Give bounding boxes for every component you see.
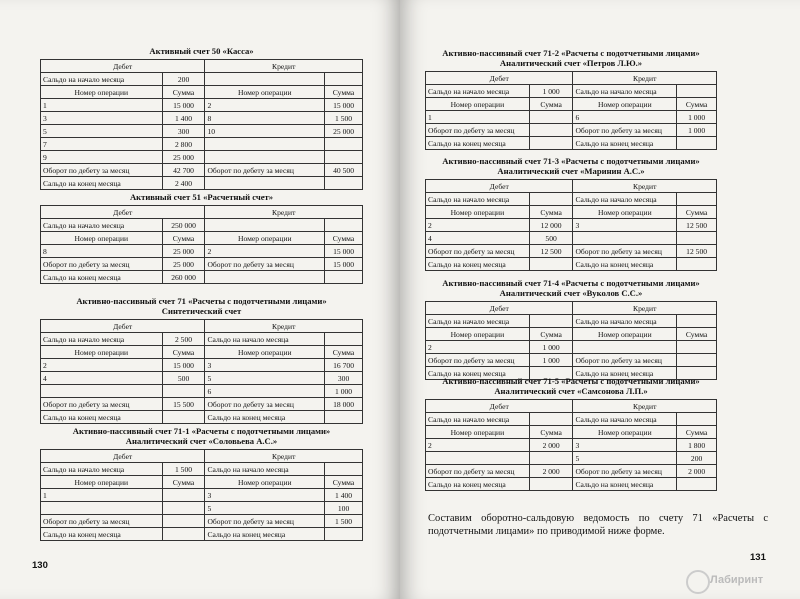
table-title-line: Аналитический счет «Петров Л.Ю.» (499, 58, 643, 68)
account-71-2-table (425, 48, 717, 150)
table-cell (162, 411, 205, 424)
table-row (41, 73, 363, 86)
table-cell: 250 000 (162, 219, 205, 232)
table-cell: 260 000 (162, 271, 205, 284)
debit-header: Дебет (426, 302, 573, 315)
table-cell: 2 400 (162, 177, 205, 190)
table-row (41, 138, 363, 151)
table-cell: 1 500 (325, 515, 363, 528)
table-cell: Номер операции (426, 98, 530, 111)
table-row (426, 98, 717, 111)
table-cell: Сумма (677, 206, 717, 219)
table-cell: 2 000 (529, 465, 573, 478)
table-cell: 2 (426, 219, 530, 232)
table-cell: 3 (205, 489, 325, 502)
table-cell: 100 (325, 502, 363, 515)
table-cell: 15 000 (325, 99, 363, 112)
table-cell: Номер операции (205, 346, 325, 359)
table-cell (325, 73, 363, 86)
table-cell: 5 (205, 372, 325, 385)
credit-header: Кредит (205, 320, 363, 333)
table-cell: 1 800 (677, 439, 717, 452)
table-cell: 40 500 (325, 164, 363, 177)
credit-header: Кредит (573, 180, 717, 193)
table-cell: Оборот по дебету за месяц (41, 398, 163, 411)
table-cell: 1 (426, 111, 530, 124)
table-cell: Сальдо на конец месяца (41, 271, 163, 284)
table-cell: 1 000 (529, 341, 573, 354)
table-cell (205, 151, 325, 164)
table-cell: Сумма (529, 426, 573, 439)
table-row (426, 426, 717, 439)
table-title-line: Активно-пассивный счет 71-1 «Расчеты с подотчетными лицами» (72, 426, 331, 436)
table-cell: 2 800 (162, 138, 205, 151)
debit-header: Дебет (426, 180, 573, 193)
table-cell: 15 500 (162, 398, 205, 411)
page-number-right: 131 (750, 552, 766, 563)
table-cell: Оборот по дебету за месяц (41, 164, 163, 177)
table-cell: 1 (41, 489, 163, 502)
table-cell: Номер операции (205, 86, 325, 99)
table-cell: 1 000 (529, 85, 573, 98)
table-cell: 25 000 (162, 245, 205, 258)
table-cell (677, 258, 717, 271)
table-cell: Сумма (529, 98, 573, 111)
account-table (425, 71, 717, 150)
table-row (41, 489, 363, 502)
table-cell (205, 73, 325, 86)
credit-header: Кредит (205, 450, 363, 463)
table-cell: 15 000 (162, 99, 205, 112)
table-cell: Сумма (162, 476, 205, 489)
table-cell: Сальдо на начало месяца (573, 315, 677, 328)
table-row (41, 398, 363, 411)
table-cell: Оборот по дебету за месяц (573, 354, 677, 367)
table-cell: 18 000 (325, 398, 363, 411)
table-cell: 2 000 (529, 439, 573, 452)
table-cell (677, 413, 717, 426)
table-cell: Сальдо на конец месяца (573, 137, 677, 150)
table-row (426, 124, 717, 137)
table-cell: Сальдо на начало месяца (426, 85, 530, 98)
table-cell: Оборот по дебету за месяц (205, 258, 325, 271)
table-row (426, 413, 717, 426)
table-cell: 25 000 (325, 125, 363, 138)
table-cell: 12 500 (677, 219, 717, 232)
debit-header: Дебет (41, 60, 205, 73)
account-71-3-table (425, 156, 717, 271)
table-title-line: Активный счет 51 «Расчетный счет» (129, 192, 274, 202)
table-cell: Номер операции (41, 232, 163, 245)
table-cell: Сальдо на конец месяца (573, 478, 677, 491)
table-row (426, 465, 717, 478)
table-title-line: Активно-пассивный счет 71-4 «Расчеты с подотчетными лицами» (442, 278, 700, 288)
table-cell: 6 (573, 111, 677, 124)
table-row (426, 328, 717, 341)
table-cell: Номер операции (573, 328, 677, 341)
table-cell: Оборот по дебету за месяц (426, 245, 530, 258)
table-row (426, 232, 717, 245)
account-71-1-table (40, 426, 363, 541)
table-cell: 2 (426, 439, 530, 452)
table-cell: 1 (41, 99, 163, 112)
table-cell (325, 333, 363, 346)
table-cell: Сумма (162, 86, 205, 99)
table-cell: 5 (41, 125, 163, 138)
table-row (426, 137, 717, 150)
table-cell: 3 (573, 439, 677, 452)
account-table (40, 59, 363, 190)
table-row (41, 177, 363, 190)
table-cell (325, 271, 363, 284)
account-table (40, 319, 363, 424)
table-cell (162, 489, 205, 502)
table-cell (529, 478, 573, 491)
table-cell: Сумма (677, 98, 717, 111)
table-cell: Сальдо на начало месяца (41, 333, 163, 346)
table-row (41, 125, 363, 138)
table-cell: Сальдо на конец месяца (426, 478, 530, 491)
table-cell: 3 (205, 359, 325, 372)
table-cell: 15 000 (325, 258, 363, 271)
table-cell (325, 463, 363, 476)
table-cell: Сумма (529, 206, 573, 219)
table-cell: Сальдо на начало месяца (426, 193, 530, 206)
table-title-line: Активно-пассивный счет 71-3 «Расчеты с подотчетными лицами» (442, 156, 700, 166)
table-cell: 4 (426, 232, 530, 245)
table-cell: Сумма (325, 86, 363, 99)
table-cell: 12 500 (529, 245, 573, 258)
table-title-line: Активно-пассивный счет 71-2 «Расчеты с подотчетными лицами» (442, 48, 700, 58)
table-row (41, 112, 363, 125)
table-row (426, 354, 717, 367)
table-row (426, 452, 717, 465)
account-50-table (40, 46, 363, 190)
table-cell (529, 452, 573, 465)
credit-header: Кредит (205, 60, 363, 73)
table-cell: 8 (41, 245, 163, 258)
account-71-5-table (425, 376, 717, 491)
table-cell: Сальдо на конец месяца (426, 367, 530, 380)
table-cell: 8 (205, 112, 325, 125)
table-cell: Сальдо на начало месяца (41, 73, 163, 86)
debit-header: Дебет (41, 320, 205, 333)
table-cell: Сальдо на конец месяца (205, 411, 325, 424)
table-row (41, 411, 363, 424)
table-cell (41, 502, 163, 515)
table-cell: 3 (41, 112, 163, 125)
table-cell: Сальдо на конец месяца (573, 367, 677, 380)
table-cell: Оборот по дебету за месяц (205, 515, 325, 528)
table-row (41, 528, 363, 541)
table-row (41, 333, 363, 346)
table-cell: 2 (205, 245, 325, 258)
table-cell: 5 (573, 452, 677, 465)
table-cell: 16 700 (325, 359, 363, 372)
page-number-left: 130 (32, 560, 48, 571)
table-cell: Сальдо на конец месяца (205, 528, 325, 541)
table-cell: Сумма (677, 426, 717, 439)
table-cell: Номер операции (41, 86, 163, 99)
table-row (426, 478, 717, 491)
table-cell: Оборот по дебету за месяц (573, 245, 677, 258)
table-cell: 10 (205, 125, 325, 138)
table-row (41, 151, 363, 164)
table-row (426, 206, 717, 219)
table-cell: 1 400 (162, 112, 205, 125)
table-cell: Номер операции (573, 98, 677, 111)
table-cell: Сальдо на начало месяца (426, 315, 530, 328)
table-cell: 5 (205, 502, 325, 515)
table-title-line: Аналитический счет «Маринин А.С.» (497, 166, 645, 176)
table-cell: 15 000 (325, 245, 363, 258)
table-cell (677, 193, 717, 206)
table-cell: Оборот по дебету за месяц (205, 164, 325, 177)
table-cell: Сальдо на конец месяца (426, 137, 530, 150)
table-cell: 500 (529, 232, 573, 245)
table-cell: 200 (162, 73, 205, 86)
debit-header: Дебет (426, 400, 573, 413)
table-title-line: Активно-пассивный счет 71-5 «Расчеты с подотчетными лицами» (442, 376, 700, 386)
account-71-4-table (425, 278, 717, 380)
table-cell: Оборот по дебету за месяц (41, 258, 163, 271)
table-row (41, 515, 363, 528)
table-title-line: Синтетический счет (161, 306, 242, 316)
table-cell: Сумма (325, 476, 363, 489)
table-cell: Номер операции (205, 476, 325, 489)
table-cell (162, 528, 205, 541)
table-cell: 200 (677, 452, 717, 465)
table-cell: 4 (41, 372, 163, 385)
table-title-line: Аналитический счет «Вуколов С.С.» (499, 288, 643, 298)
table-cell: 42 700 (162, 164, 205, 177)
table-cell: 1 000 (325, 385, 363, 398)
account-51-table (40, 192, 363, 284)
table-cell: Сальдо на начало месяца (205, 333, 325, 346)
table-cell: 3 (573, 219, 677, 232)
table-cell: Сумма (162, 346, 205, 359)
table-cell: Сумма (529, 328, 573, 341)
table-cell (573, 232, 677, 245)
table-cell: Сальдо на конец месяца (41, 411, 163, 424)
table-row (41, 232, 363, 245)
table-cell: 1 000 (677, 124, 717, 137)
table-row (41, 385, 363, 398)
watermark-seal-icon (686, 570, 710, 594)
table-row (41, 346, 363, 359)
table-cell: Сальдо на начало месяца (41, 219, 163, 232)
table-cell: Оборот по дебету за месяц (426, 354, 530, 367)
table-row (426, 439, 717, 452)
table-cell (677, 315, 717, 328)
table-row (41, 258, 363, 271)
table-cell: Сальдо на начало месяца (573, 193, 677, 206)
table-cell (677, 85, 717, 98)
credit-header: Кредит (205, 206, 363, 219)
table-cell: 25 000 (162, 258, 205, 271)
credit-header: Кредит (573, 302, 717, 315)
table-cell: Сальдо на начало месяца (41, 463, 163, 476)
table-cell (162, 385, 205, 398)
table-cell: Сальдо на конец месяца (573, 258, 677, 271)
table-cell: Оборот по дебету за месяц (205, 398, 325, 411)
table-cell: 1 000 (529, 354, 573, 367)
table-cell: 500 (162, 372, 205, 385)
table-row (41, 476, 363, 489)
account-71-table (40, 296, 363, 424)
table-cell (677, 354, 717, 367)
table-cell: 2 000 (677, 465, 717, 478)
right-page (400, 0, 800, 599)
table-cell: Оборот по дебету за месяц (426, 124, 530, 137)
table-cell: Оборот по дебету за месяц (573, 465, 677, 478)
table-cell: Номер операции (426, 328, 530, 341)
table-cell: Номер операции (205, 232, 325, 245)
table-cell: Оборот по дебету за месяц (426, 465, 530, 478)
table-cell: Сальдо на начало месяца (426, 413, 530, 426)
table-cell: 1 000 (677, 111, 717, 124)
table-cell: Оборот по дебету за месяц (573, 124, 677, 137)
table-row (426, 193, 717, 206)
account-table (40, 449, 363, 541)
table-row (426, 111, 717, 124)
table-title-line: Активный счет 50 «Касса» (149, 46, 254, 56)
account-table (40, 205, 363, 284)
table-cell (677, 232, 717, 245)
table-cell: 25 000 (162, 151, 205, 164)
table-cell: 2 (205, 99, 325, 112)
table-row (41, 245, 363, 258)
table-row (41, 164, 363, 177)
credit-header: Кредит (573, 72, 717, 85)
table-row (41, 502, 363, 515)
table-cell: 6 (205, 385, 325, 398)
table-cell (677, 478, 717, 491)
table-cell: Номер операции (41, 346, 163, 359)
table-cell: 12 000 (529, 219, 573, 232)
table-cell: Номер операции (41, 476, 163, 489)
table-cell: Сумма (677, 328, 717, 341)
table-cell (41, 385, 163, 398)
table-cell (325, 151, 363, 164)
table-row (41, 372, 363, 385)
table-cell: 1 400 (325, 489, 363, 502)
table-cell: Сальдо на начало месяца (573, 413, 677, 426)
table-cell (162, 502, 205, 515)
table-cell: Сальдо на конец месяца (41, 528, 163, 541)
account-table (425, 301, 717, 380)
table-cell: 300 (325, 372, 363, 385)
table-cell: 1 500 (162, 463, 205, 476)
table-row (41, 86, 363, 99)
table-cell (529, 315, 573, 328)
table-cell (205, 138, 325, 151)
table-cell (205, 219, 325, 232)
table-row (41, 271, 363, 284)
table-cell: Сальдо на конец месяца (426, 258, 530, 271)
table-cell (529, 111, 573, 124)
table-row (426, 219, 717, 232)
table-row (41, 219, 363, 232)
table-cell: 9 (41, 151, 163, 164)
table-cell (529, 137, 573, 150)
table-cell (529, 413, 573, 426)
table-cell: 7 (41, 138, 163, 151)
table-title-line: Активно-пассивный счет 71 «Расчеты с подотчетными лицами» (76, 296, 327, 306)
table-cell: 2 (426, 341, 530, 354)
table-cell: Сальдо на конец месяца (41, 177, 163, 190)
table-cell: Сумма (325, 346, 363, 359)
table-cell (677, 341, 717, 354)
table-cell (325, 177, 363, 190)
table-row (41, 99, 363, 112)
table-cell (529, 258, 573, 271)
table-cell: Оборот по дебету за месяц (41, 515, 163, 528)
table-cell: Сальдо на начало месяца (573, 85, 677, 98)
table-cell (162, 515, 205, 528)
table-cell (325, 138, 363, 151)
table-cell: Сальдо на начало месяца (205, 463, 325, 476)
table-cell: 15 000 (162, 359, 205, 372)
table-row (426, 258, 717, 271)
debit-header: Дебет (41, 450, 205, 463)
table-cell (205, 271, 325, 284)
table-cell: Сумма (325, 232, 363, 245)
table-cell: 1 500 (325, 112, 363, 125)
table-cell: Номер операции (573, 206, 677, 219)
table-row (41, 359, 363, 372)
table-cell: Номер операции (426, 206, 530, 219)
table-cell (529, 193, 573, 206)
watermark-text: Лабиринт (710, 574, 764, 586)
debit-header: Дебет (426, 72, 573, 85)
account-table (425, 179, 717, 271)
table-cell: 2 (41, 359, 163, 372)
debit-header: Дебет (41, 206, 205, 219)
table-cell (325, 219, 363, 232)
table-title-line: Аналитический счет «Соловьева А.С.» (125, 436, 278, 446)
table-cell (529, 124, 573, 137)
table-row (426, 315, 717, 328)
body-paragraph: Составим оборотно-сальдовую ведомость по счету 71 «Расчеты с подотчетными лицами» по приводимой ниже форме. (428, 513, 768, 537)
table-cell (325, 528, 363, 541)
table-cell: Сумма (162, 232, 205, 245)
table-cell (205, 177, 325, 190)
account-table (425, 399, 717, 491)
table-cell (426, 452, 530, 465)
table-row (41, 463, 363, 476)
table-cell (325, 411, 363, 424)
table-cell: 2 500 (162, 333, 205, 346)
table-cell (677, 137, 717, 150)
table-row (426, 85, 717, 98)
credit-header: Кредит (573, 400, 717, 413)
table-cell: Номер операции (426, 426, 530, 439)
table-cell: Номер операции (573, 426, 677, 439)
table-title-line: Аналитический счет «Самсонова Л.П.» (494, 386, 648, 396)
table-cell (573, 341, 677, 354)
table-cell: 12 500 (677, 245, 717, 258)
table-row (426, 245, 717, 258)
table-cell: 300 (162, 125, 205, 138)
table-row (426, 341, 717, 354)
